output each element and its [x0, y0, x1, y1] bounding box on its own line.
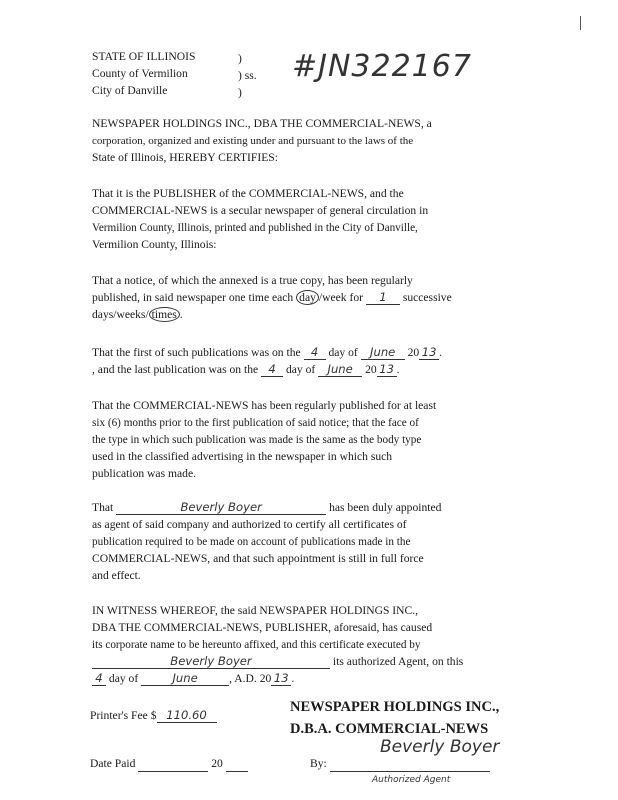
witness-year-field: 13 [271, 671, 291, 686]
agent-text: has been duly appointed [329, 501, 442, 514]
witness-text: , A.D. 20 [229, 672, 272, 685]
agent-line-4: COMMERCIAL-NEWS, and that such appointment is still in full force [92, 552, 424, 565]
publisher-line-2: COMMERCIAL-NEWS is a secular newspaper of general circulation in [92, 204, 429, 217]
first-month-field: June [361, 345, 405, 360]
intro-line-2: corporation, organized and existing under and pursuant to the laws of the [92, 135, 414, 147]
intro-line-1: NEWSPAPER HOLDINGS INC., DBA THE COMMERCIAL-NEWS, a [92, 117, 432, 130]
witness-line-4 [92, 654, 463, 670]
first-publication-line [92, 345, 442, 361]
notice-text: days/weeks/ [92, 308, 149, 321]
intro-line-3: State of Illinois, HEREBY CERTIFIES: [92, 151, 278, 164]
fee-amount-field: 110.60 [157, 708, 217, 723]
dates-text: , and the last publication was on the [92, 363, 259, 376]
agent-text: That [92, 501, 114, 514]
company-line-1: NEWSPAPER HOLDINGS INC., [290, 699, 500, 715]
dates-text: That the first of such publications was on the [92, 346, 301, 359]
fee-label: Printer's Fee $ [90, 709, 157, 722]
date-paid-twenty: 20 [211, 757, 223, 770]
notice-text: successive [402, 291, 452, 304]
last-publication-line [92, 362, 400, 378]
agent-line-5: and effect. [92, 569, 141, 582]
agent-line-1 [92, 500, 441, 516]
dates-text: day of [285, 363, 316, 376]
signature-scribble: Beverly Boyer [380, 737, 500, 757]
witness-line-3: its corporate name to be hereunto affixed, and this certificate executed by [92, 639, 421, 651]
agent-line-2: as agent of said company and authorized to certify all certificates of [92, 518, 407, 531]
notice-text: . [179, 308, 183, 321]
venue-state: STATE OF ILLINOIS [92, 50, 196, 63]
regular-line-2: six (6) months prior to the first publication of said notice; that the face of [92, 417, 419, 429]
agent-name-field: Beverly Boyer [116, 500, 326, 515]
date-paid-year-field [226, 757, 248, 772]
date-paid [90, 756, 248, 772]
witness-text: day of [108, 672, 139, 685]
company-line-2: D.B.A. COMMERCIAL-NEWS [290, 721, 489, 737]
notice-line-2 [92, 290, 452, 306]
venue-county: County of Vermilion [92, 67, 188, 80]
regular-line-4: used in the classified advertising in the newspaper in which such [92, 450, 393, 463]
venue-paren-3: ) [238, 86, 242, 99]
by-line [310, 756, 490, 772]
signature-field [330, 757, 490, 772]
venue-paren-1: ) [238, 52, 242, 65]
day-option-circled: day [296, 290, 319, 305]
dates-text: day of [328, 346, 358, 359]
venue-paren-2: ) ss. [238, 69, 257, 82]
witness-line-1: IN WITNESS WHEREOF, the said NEWSPAPER HOLDINGS INC., [92, 604, 419, 617]
agent-line-3: publication required to be made on account of publications made in the [92, 536, 411, 548]
witness-text: . [291, 672, 295, 685]
regular-line-1: That the COMMERCIAL-NEWS has been regularly published for at least [92, 399, 437, 412]
times-option-circled: times [149, 307, 180, 322]
witness-text: its authorized Agent, on this [332, 655, 464, 668]
printers-fee [90, 708, 217, 724]
regular-line-3: the type in which such publication was made is the same as the body type [92, 434, 422, 446]
notice-text: /week for [318, 291, 363, 304]
venue-city: City of Danville [92, 84, 168, 97]
last-year-field: 13 [377, 362, 397, 377]
first-year-field: 13 [419, 345, 439, 360]
signer-name-field: Beverly Boyer [92, 654, 330, 669]
authorized-agent-scribble: Authorized Agent [372, 775, 451, 785]
by-label: By: [310, 757, 327, 770]
date-paid-label: Date Paid [90, 757, 136, 770]
dates-text: . [439, 346, 443, 359]
witness-month-field: June [141, 671, 229, 686]
dates-text: 20 [365, 363, 377, 376]
witness-line-5 [92, 671, 294, 687]
handwritten-id: #JN322167 [292, 49, 472, 84]
notice-text: published, in said newspaper one time each [92, 291, 294, 304]
date-paid-field [138, 757, 208, 772]
publisher-line-4: Vermilion County, Illinois: [92, 238, 217, 251]
publisher-line-3: Vermilion County, Illinois, printed and published in the City of Danville, [92, 222, 418, 234]
last-day-field: 4 [261, 362, 283, 377]
first-day-field: 4 [304, 345, 326, 360]
dates-text: 20 [407, 346, 420, 359]
notice-line-1: That a notice, of which the annexed is a true copy, has been regularly [92, 274, 413, 287]
regular-line-5: publication was made. [92, 467, 196, 480]
notice-line-3 [92, 307, 183, 323]
witness-day-field: 4 [92, 671, 106, 686]
dates-text: . [396, 363, 400, 376]
witness-line-2: DBA THE COMMERCIAL-NEWS, PUBLISHER, aforesaid, has caused [92, 621, 433, 634]
scan-mark [580, 16, 581, 30]
successive-count-field: 1 [366, 290, 400, 305]
publisher-line-1: That it is the PUBLISHER of the COMMERCIAL-NEWS, and the [92, 187, 404, 200]
last-month-field: June [318, 362, 362, 377]
